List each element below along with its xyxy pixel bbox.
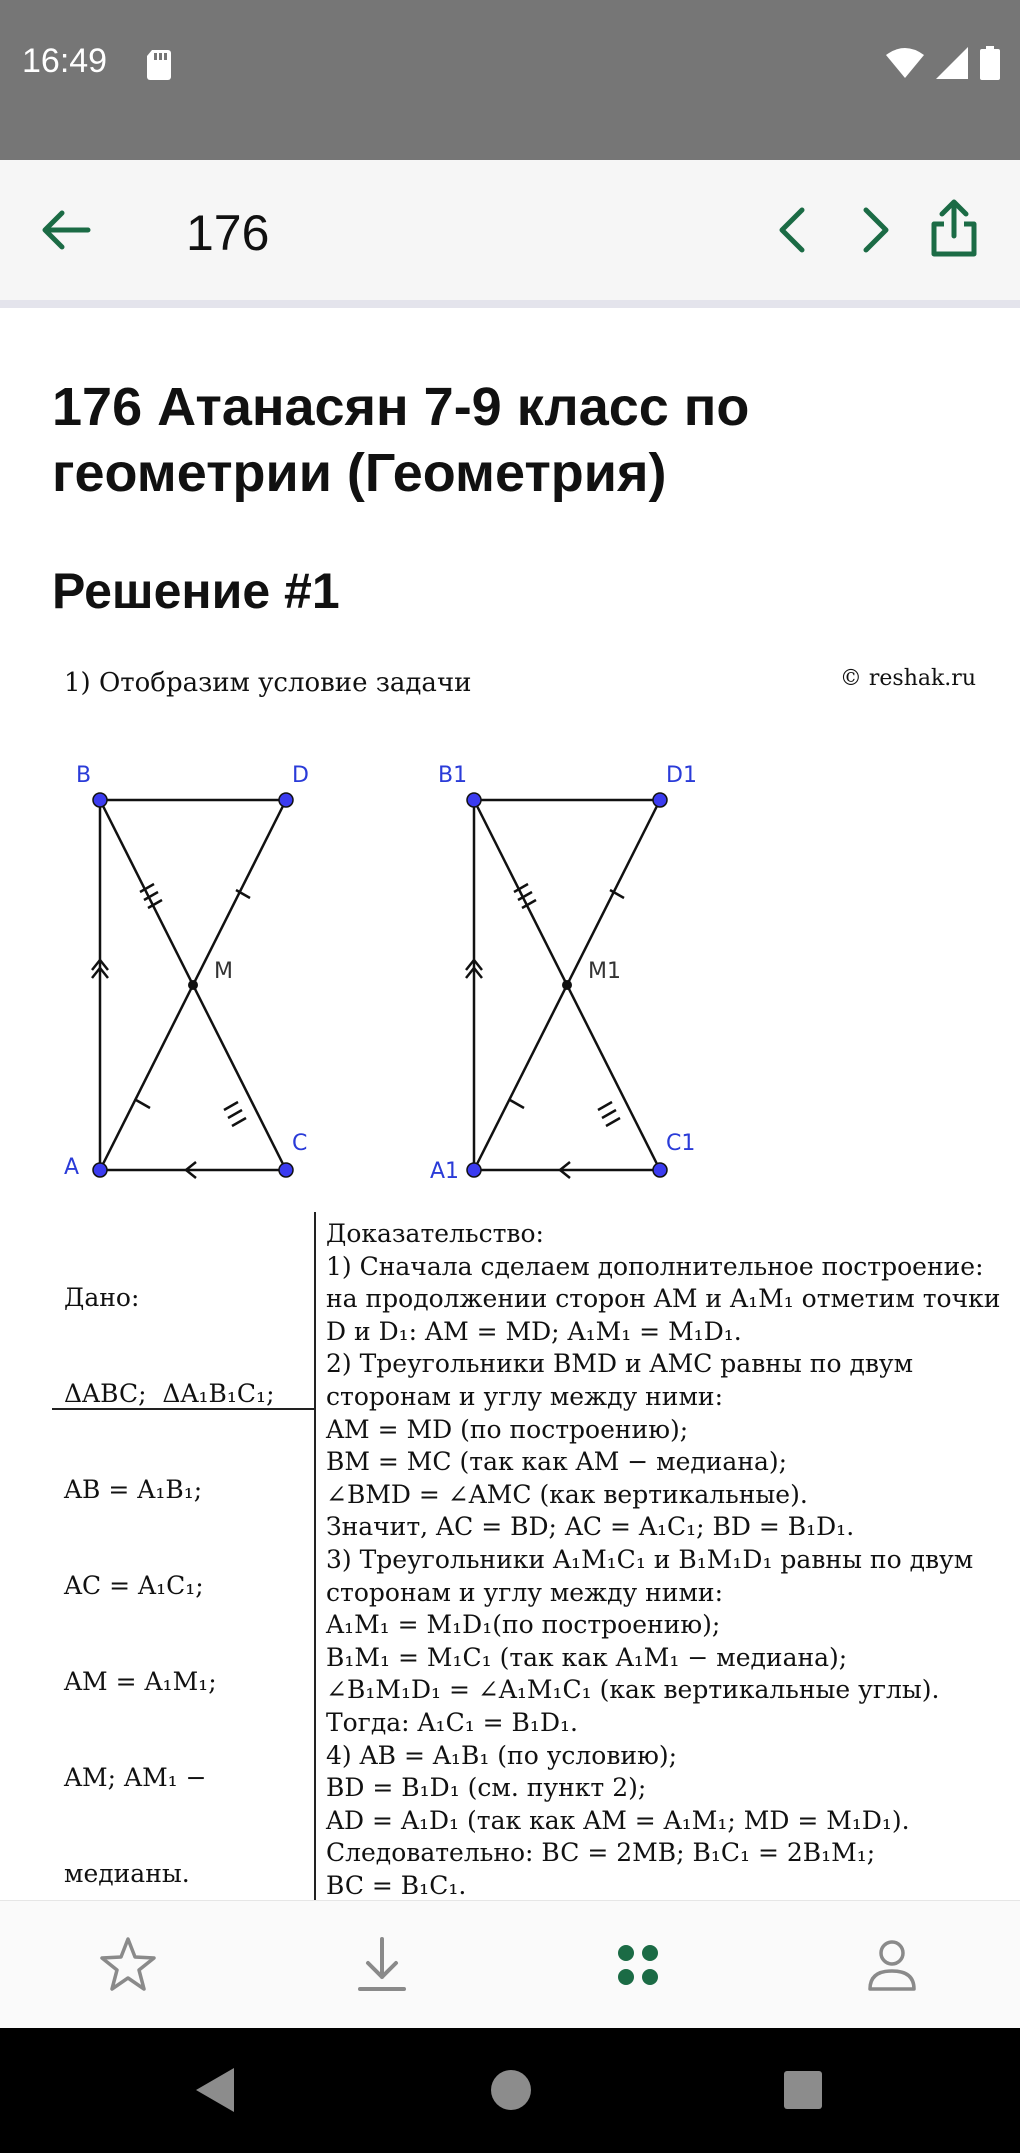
content-scroll[interactable] [0,308,1020,1900]
status-bar [0,0,1020,160]
system-navigation-bar [0,2028,1020,2153]
chevron-left-icon[interactable] [764,200,824,260]
geometry-figure [50,716,980,1196]
label-a: A [64,1155,80,1180]
point-b [93,793,107,807]
back-arrow-icon[interactable] [36,200,96,260]
proof-block [326,1218,1000,1902]
point-m [188,980,198,990]
point-m1 [562,980,572,990]
chevron-right-icon[interactable] [844,200,904,260]
point-d [279,793,293,807]
proof-line: AM = MD (по построению); [326,1414,689,1444]
status-time: 16:49 [22,42,108,80]
sd-card-icon [146,50,172,80]
proof-line: сторонам и углу между ними: [326,1577,723,1607]
proof-line: сторонам и углу между ними: [326,1381,723,1411]
app-bar-title: 176 [186,205,270,261]
given-line: AM = A₁M₁; [64,1667,217,1696]
proof-line: ∠B₁M₁D₁ = ∠A₁M₁C₁ (как вертикальные углы). [326,1675,940,1705]
point-a1 [467,1163,481,1177]
proof-line: на продолжении сторон AM и A₁M₁ отметим точки [326,1284,1001,1314]
proof-line: AD = A₁D₁ (так как AM = A₁M₁; MD = M₁D₁). [326,1805,910,1835]
system-home-icon[interactable] [488,2066,534,2114]
page-title: 176 Атанасян 7-9 класс по геометрии (Геометрия) [52,377,750,503]
given-line: медианы. [64,1859,190,1888]
given-line: AB = A₁B₁; [64,1475,203,1504]
proof-line: Значит, AC = BD; AC = A₁C₁; BD = B₁D₁. [326,1512,855,1542]
share-icon[interactable] [922,196,986,260]
label-b1: B1 [438,763,468,788]
label-d: D [292,763,309,788]
system-back-icon[interactable] [192,2066,238,2114]
point-a [93,1163,107,1177]
given-line: ΔABC; ΔA₁B₁C₁; [64,1379,275,1408]
label-c1: C1 [666,1131,696,1156]
label-b: B [76,763,92,788]
label-m: M [214,959,233,984]
proof-line: BM = MC (так как AM − медиана); [326,1447,788,1477]
star-icon[interactable] [96,1933,160,1997]
proof-line: Тогда: A₁C₁ = B₁D₁. [326,1707,578,1737]
proof-line: ∠BMD = ∠AMC (как вертикальные). [326,1479,808,1509]
proof-line: D и D₁: AM = MD; A₁M₁ = M₁D₁. [326,1316,742,1346]
proof-line: A₁M₁ = M₁D₁(по построению); [326,1610,721,1640]
download-icon[interactable] [350,1933,414,1997]
solution-image [50,652,1001,1912]
grid-dots-icon[interactable] [606,1933,670,1997]
point-c [279,1163,293,1177]
proof-line: 2) Треугольники BMD и AMC равны по двум [326,1349,914,1379]
proof-line: Следовательно: BC = 2MB; B₁C₁ = 2B₁M₁; [326,1838,876,1868]
app-bar [0,160,1020,308]
label-a1: A1 [430,1159,460,1184]
proof-line: Доказательство: [326,1219,544,1248]
signal-icon [936,47,968,79]
profile-icon[interactable] [860,1933,924,1997]
bottom-navigation [0,1900,1020,2029]
solution-title: Решение #1 [52,563,340,619]
proof-line: BC = B₁C₁. [326,1870,467,1900]
proof-line: 1) Сначала сделаем дополнительное построение: [326,1251,984,1281]
label-m1: M1 [588,959,621,984]
proof-line: B₁M₁ = M₁C₁ (так как A₁M₁ − медиана); [326,1642,848,1672]
point-c1 [653,1163,667,1177]
given-line: AM; AM₁ − [64,1763,207,1792]
point-d1 [653,793,667,807]
label-d1: D1 [666,763,697,788]
proof-line: 4) AB = A₁B₁ (по условию); [326,1740,678,1770]
proof-line: BD = B₁D₁ (см. пункт 2); [326,1773,647,1803]
copyright: © reshak.ru [839,666,976,691]
given-line: AC = A₁C₁; [64,1571,204,1600]
wifi-icon [886,48,924,78]
proof-line: 3) Треугольники A₁M₁C₁ и B₁M₁D₁ равны по двум [326,1544,974,1574]
table-divider-vertical [314,1212,316,1912]
label-c: C [292,1131,308,1156]
system-recents-icon[interactable] [780,2066,826,2114]
status-icons [886,46,1000,80]
battery-icon [980,46,1000,80]
point-b1 [467,793,481,807]
step-1-text: 1) Отобразим условие задачи [64,668,472,698]
given-line: Дано: [64,1283,140,1312]
